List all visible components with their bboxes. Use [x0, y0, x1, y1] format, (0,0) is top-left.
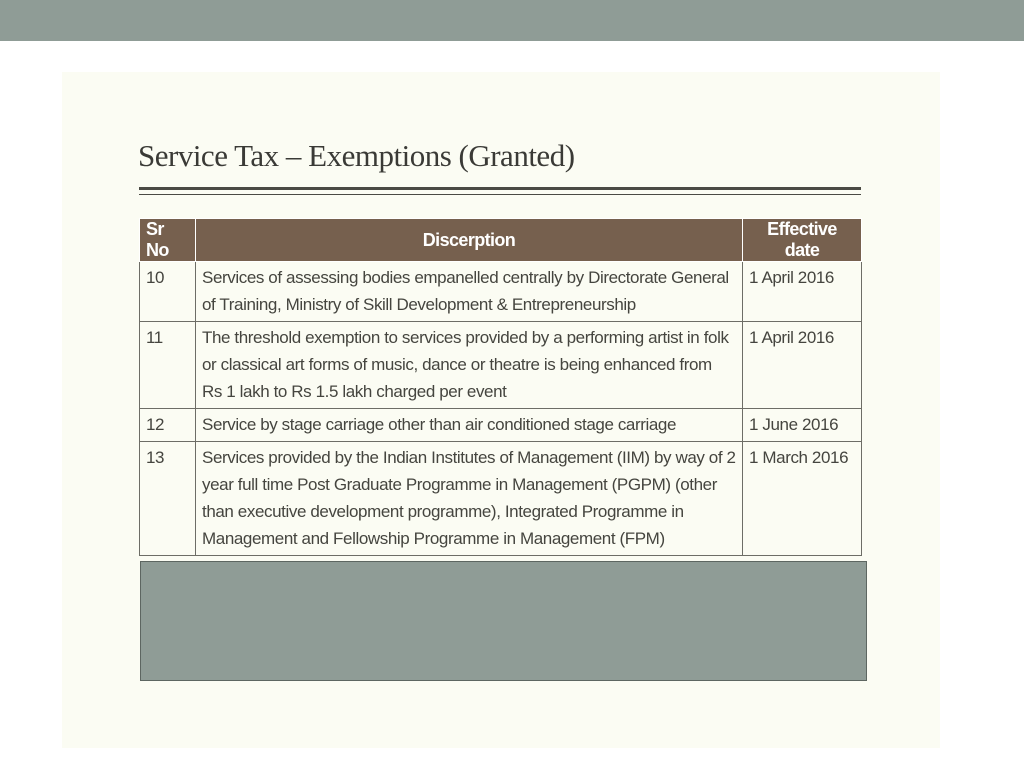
title-divider-thin — [139, 194, 861, 195]
table-row — [140, 442, 862, 556]
header-description: Discerption — [196, 219, 743, 262]
cell-sr-no: 10 — [140, 262, 196, 322]
cell-sr-no: 11 — [140, 322, 196, 409]
table-row — [140, 409, 862, 442]
table-row — [140, 322, 862, 409]
cell-effective-date: 1 June 2016 — [743, 409, 862, 442]
cell-description: Services provided by the Indian Institutes of Management (IIM) by way of 2 year full time Post Graduate Programme in Management (PGPM) (other than executive development programme), Integrated Programme in Management and Fellowship Programme in Management (FPM) — [196, 442, 743, 556]
cell-sr-no: 13 — [140, 442, 196, 556]
top-bar — [0, 0, 1024, 41]
exemptions-table — [139, 218, 862, 556]
table-row — [140, 262, 862, 322]
cell-effective-date: 1 April 2016 — [743, 262, 862, 322]
overlay-box — [140, 561, 867, 681]
table-header-row — [140, 219, 862, 262]
header-sr-no: Sr No — [140, 219, 196, 262]
cell-description: Service by stage carriage other than air conditioned stage carriage — [196, 409, 743, 442]
header-effective-date: Effective date — [743, 219, 862, 262]
slide-title: Service Tax – Exemptions (Granted) — [138, 138, 575, 173]
cell-effective-date: 1 April 2016 — [743, 322, 862, 409]
cell-description: The threshold exemption to services provided by a performing artist in folk or classical art forms of music, dance or theatre is being enhanced from Rs 1 lakh to Rs 1.5 lakh charged per event — [196, 322, 743, 409]
cell-description: Services of assessing bodies empanelled centrally by Directorate General of Training, Ministry of Skill Development & Entrepreneurship — [196, 262, 743, 322]
cell-effective-date: 1 March 2016 — [743, 442, 862, 556]
cell-sr-no: 12 — [140, 409, 196, 442]
title-divider-thick — [139, 187, 861, 190]
